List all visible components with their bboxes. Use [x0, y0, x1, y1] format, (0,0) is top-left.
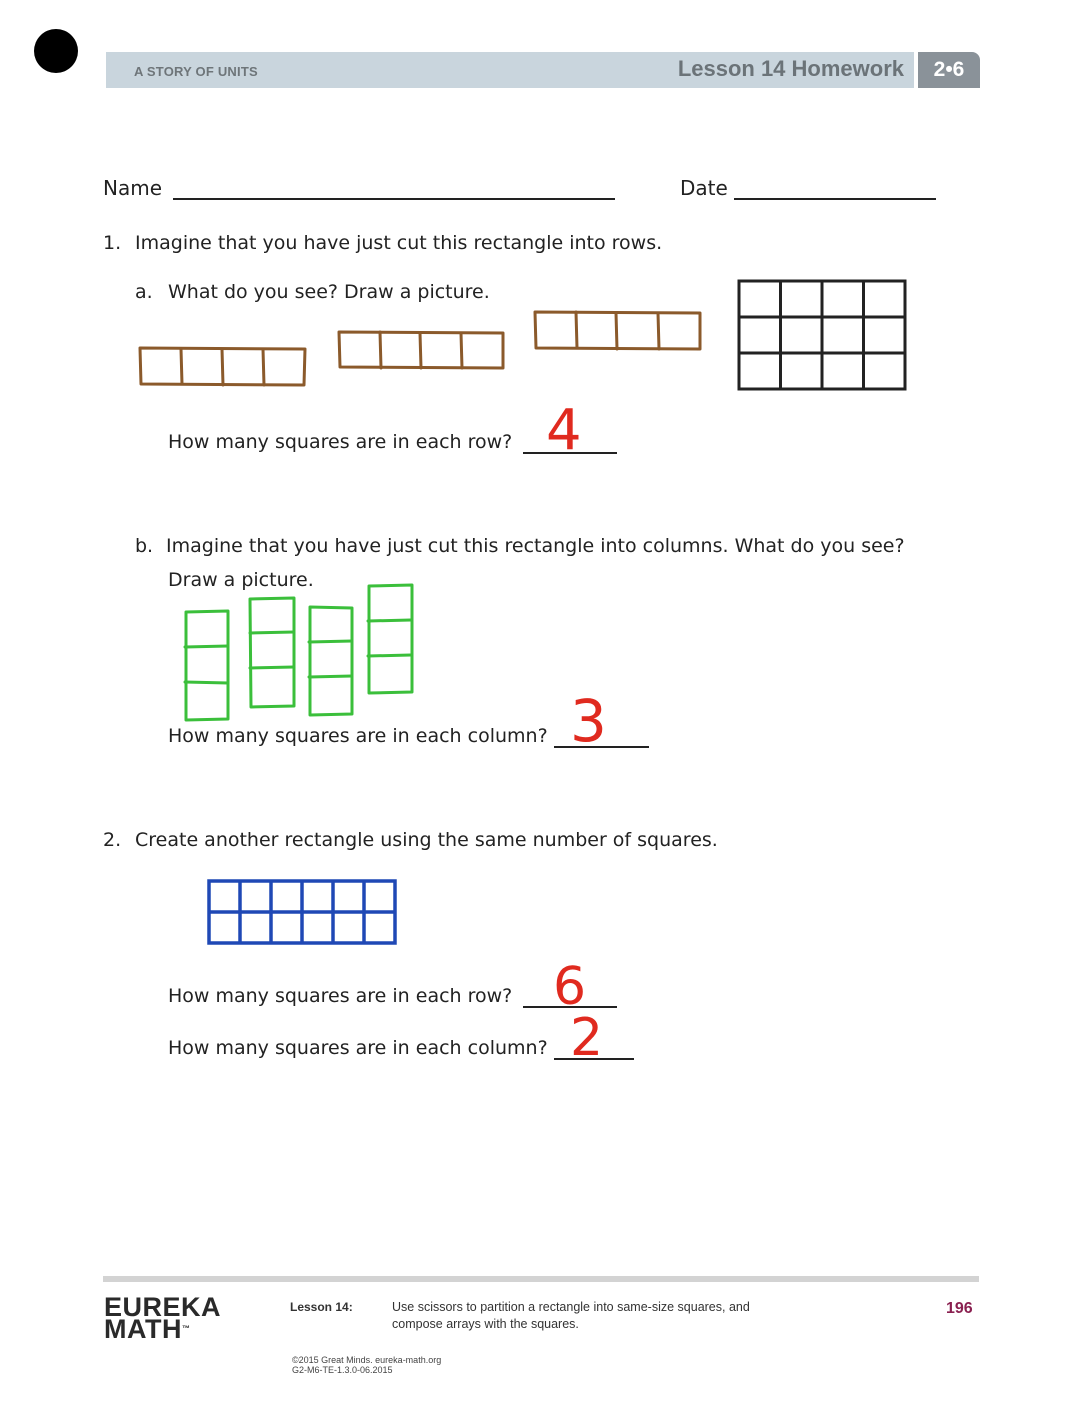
copyright-block [292, 1355, 441, 1375]
column-strips-drawing [185, 585, 412, 720]
logo-trademark: ™ [181, 1324, 191, 1333]
rectangle-2-by-6 [209, 881, 395, 943]
problem2-number: 2. [103, 829, 122, 851]
column-strip [185, 611, 228, 720]
series-label: A STORY OF UNITS [134, 64, 258, 79]
problem1b-prompt-line2: Draw a picture. [168, 569, 314, 591]
problem2-column-question: How many squares are in each column? [168, 1037, 548, 1059]
column-strip [250, 598, 294, 707]
lesson-title: Lesson 14 Homework [677, 56, 904, 81]
row-strip [339, 332, 503, 368]
problem1b-letter: b. [135, 535, 154, 557]
answer-row-count-2: 6 [553, 957, 587, 1017]
answer-column-count-2: 2 [570, 1008, 604, 1068]
column-strip [368, 585, 412, 693]
eureka-math-logo [104, 1292, 222, 1344]
problem1a-question: How many squares are in each row? [168, 431, 513, 453]
logo-line-1: EUREKA [104, 1292, 222, 1322]
answer-row-count-1a: 4 [546, 398, 582, 463]
row-strip [535, 312, 700, 349]
problem1a-prompt: What do you see? Draw a picture. [168, 281, 490, 303]
date-label: Date [680, 176, 728, 200]
rectangle-3-by-4 [739, 281, 905, 389]
footer-rule [103, 1276, 979, 1282]
footer-lesson-description: Use scissors to partition a rectangle into same-size squares, and compose arrays with the squares. [392, 1300, 750, 1331]
problem2-prompt: Create another rectangle using the same number of squares. [135, 829, 718, 851]
row-strip [140, 348, 305, 385]
row-strips-drawing [140, 312, 700, 385]
problem1-prompt: Imagine that you have just cut this rectangle into rows. [135, 232, 663, 254]
logo-word-math: MATH [104, 1314, 182, 1344]
document-code: G2-M6-TE-1.3.0-06.2015 [292, 1365, 393, 1375]
problem1b-question: How many squares are in each column? [168, 725, 548, 747]
name-label: Name [103, 176, 163, 200]
copyright-text: ©2015 Great Minds. eureka-math.org [292, 1355, 442, 1365]
problem2-row-question: How many squares are in each row? [168, 985, 513, 1007]
page-number: 196 [946, 1300, 973, 1317]
answer-column-count-1b: 3 [570, 687, 607, 755]
problem1-number: 1. [103, 232, 122, 254]
footer-lesson-label: Lesson 14: [290, 1300, 353, 1314]
column-strip [309, 607, 352, 715]
problem1a-letter: a. [135, 281, 153, 303]
problem1b-prompt-line1: Imagine that you have just cut this rectangle into columns. What do you see? [166, 535, 905, 557]
grade-module-badge: 2•6 [918, 52, 980, 88]
